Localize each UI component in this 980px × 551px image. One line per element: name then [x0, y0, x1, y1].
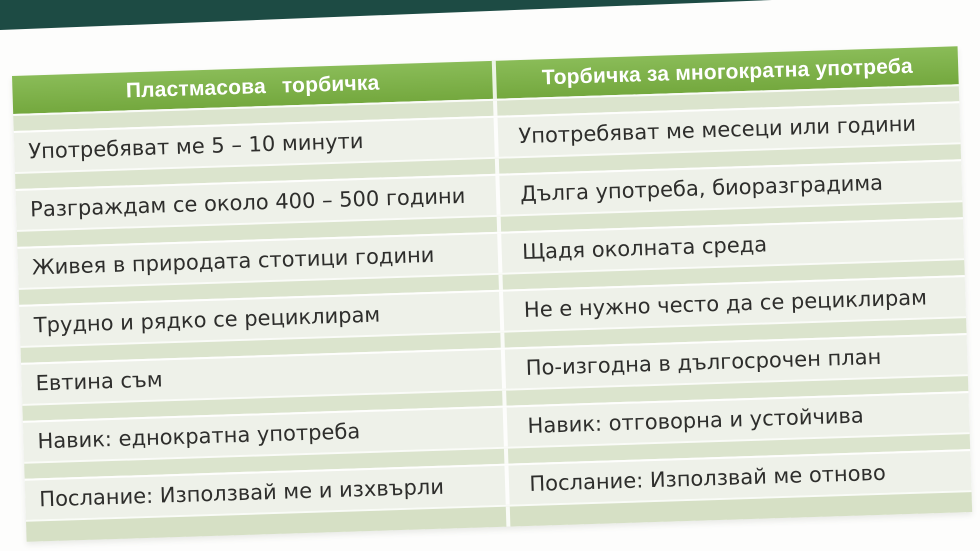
cell-reusable: Дълга употреба, биоразградима — [519, 170, 884, 207]
header-reusable-bag: Торбичка за многократна употреба — [541, 54, 914, 90]
cell-reusable: Не е нужно често да се рециклирам — [523, 285, 928, 322]
cell-plastic: Разграждам се около 400 – 500 години — [16, 176, 501, 230]
top-left-teal-banner — [0, 0, 772, 30]
cell-plastic: Трудно и рядко се рециклирам — [19, 292, 504, 346]
header-plastic-bag: Пластмасова торбичка — [12, 61, 497, 114]
cell-reusable: Навик: отговорна и устойчива — [527, 403, 865, 438]
cell-plastic: Живея в природата стотици години — [17, 234, 502, 288]
cell-plastic: Послание: Използвай ме и изхвърли — [25, 466, 510, 520]
comparison-table — [12, 46, 972, 541]
cell-reusable: По-изгодна в дългосрочен план — [525, 344, 882, 380]
cell-plastic: Употребяват ме 5 – 10 минути — [14, 118, 499, 172]
cell-reusable: Употребяват ме месеци или години — [518, 111, 917, 149]
cell-plastic: Евтина съм — [21, 350, 506, 404]
cell-reusable: Послание: Използвай ме отново — [529, 460, 887, 496]
cell-reusable: Щадя околната среда — [521, 232, 768, 265]
cell-plastic: Навик: еднократна употреба — [23, 408, 508, 462]
